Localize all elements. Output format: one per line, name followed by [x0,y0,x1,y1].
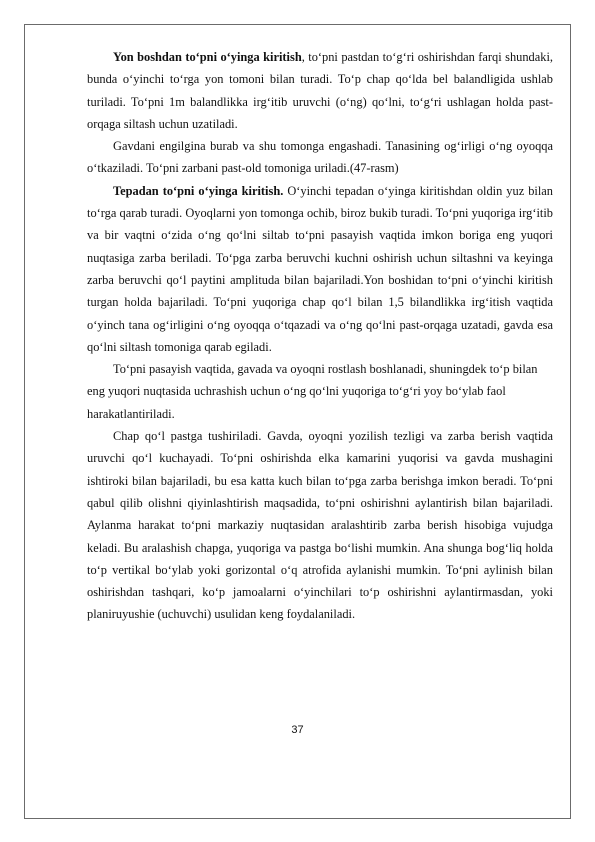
heading-side-serve: Yon boshdan to‘pni o‘yinga kiritish [113,50,302,64]
page-number: 37 [291,724,304,736]
paragraph-serve-from-side [87,46,553,135]
paragraph-left-arm-lowered [87,425,553,626]
paragraph-ball-descent [87,358,553,425]
heading-top-serve: Tepadan to‘pni o‘yinga kiritish. [113,183,284,198]
paragraph-serve-from-top [87,180,553,358]
paragraph-text: Chap qo‘l pastga tushiriladi. Gavda, oyoqni yozilish tezligi va zarba berish vaqtida uruvchi qo‘l kuchayadi. To‘pni oshirishda elka kamarini yuqorisi va gavda mushagini ishtiroki bilan bajariladi, bu esa katta kuch bilan to‘pga zarba berishga imkon beradi. To‘pni qabul qilib olishni qiyinlashtirish maqsadida, to‘pni oshirishni aylantirish bilan bajariladi. Aylanma harakat to‘pni markaziy nuqtasidan aralashtirib zarba berish hisobiga vujudga keladi. Bu aralashish chapga, yuqoriga va pastga bo‘lishi mumkin. Ana shunga bog‘liq holda to‘p vertikal bo‘ylab yoki gorizontal o‘q atrofida aylanishi mumkin. To‘pni aylinish bilan oshirishdan tashqari, ko‘p jamoalarni o‘yinchilari to‘p oshirishni aylantirmasdan, yoki planiruyushie (uchuvchi) usulidan keng foydalaniladi. [87,429,553,622]
paragraph-torso-turn [87,135,553,180]
paragraph-text: To‘pni pasayish vaqtida, gavada va oyoqni rostlash boshlanadi, shuningdek to‘p bilan eng yuqori nuqtasida uchrashish uchun o‘ng qo‘lni yuqoriga to‘g‘ri yoy bo‘ylab faol harakatlantiriladi. [87,362,538,421]
paragraph-text: Gavdani engilgina burab va shu tomonga engashadi. Tanasining og‘irligi o‘ng oyoqqa o‘tkaziladi. To‘pni zarbani past-old tomoniga uriladi.(47-rasm) [87,139,553,176]
paragraph-text: , to‘pni pastdan to‘g‘ri oshirishdan farqi shundaki, bunda o‘yinchi to‘rga yon tomoni bilan turadi. To‘p chap qo‘lda bel balandligida ushlab turiladi. To‘pni 1m balandlikka irg‘itib uruvchi (o‘ng) qo‘lni, to‘g‘ri ushlagan holda past-orqaga siltash uchun uzatiladi. [87,50,553,131]
document-body [87,46,553,626]
paragraph-text: O‘yinchi tepadan o‘yinga kiritishdan oldin yuz bilan to‘rga qarab turadi. Oyoqlarni yon tomonga ochib, biroz bukib turadi. To‘pni yuqoriga irg‘itib va bir vaqtni o‘zida o‘ng qo‘lni siltab to‘pni pasayish vaqtida imkon boriga eng yuqori nuqtasiga zarba beriladi. To‘pga zarba beruvchi kuchni oshirish uchun siltashni va keyinga zarba beruvchi qo‘l paytini amplituda bilan bajariladi.Yon boshidan to‘pni o‘yinchi kiritish turgan holda bajariladi. To‘pni yuqoriga chap qo‘l bilan 1,5 bilandlikka irg‘itish vaqtida o‘yinch tana og‘irligini o‘ng oyoqqa o‘tqazadi va o‘ng qo‘lni past-orqaga uzatadi, gavda esa qo‘lni siltash tomoniga qarab egiladi. [87,183,553,354]
